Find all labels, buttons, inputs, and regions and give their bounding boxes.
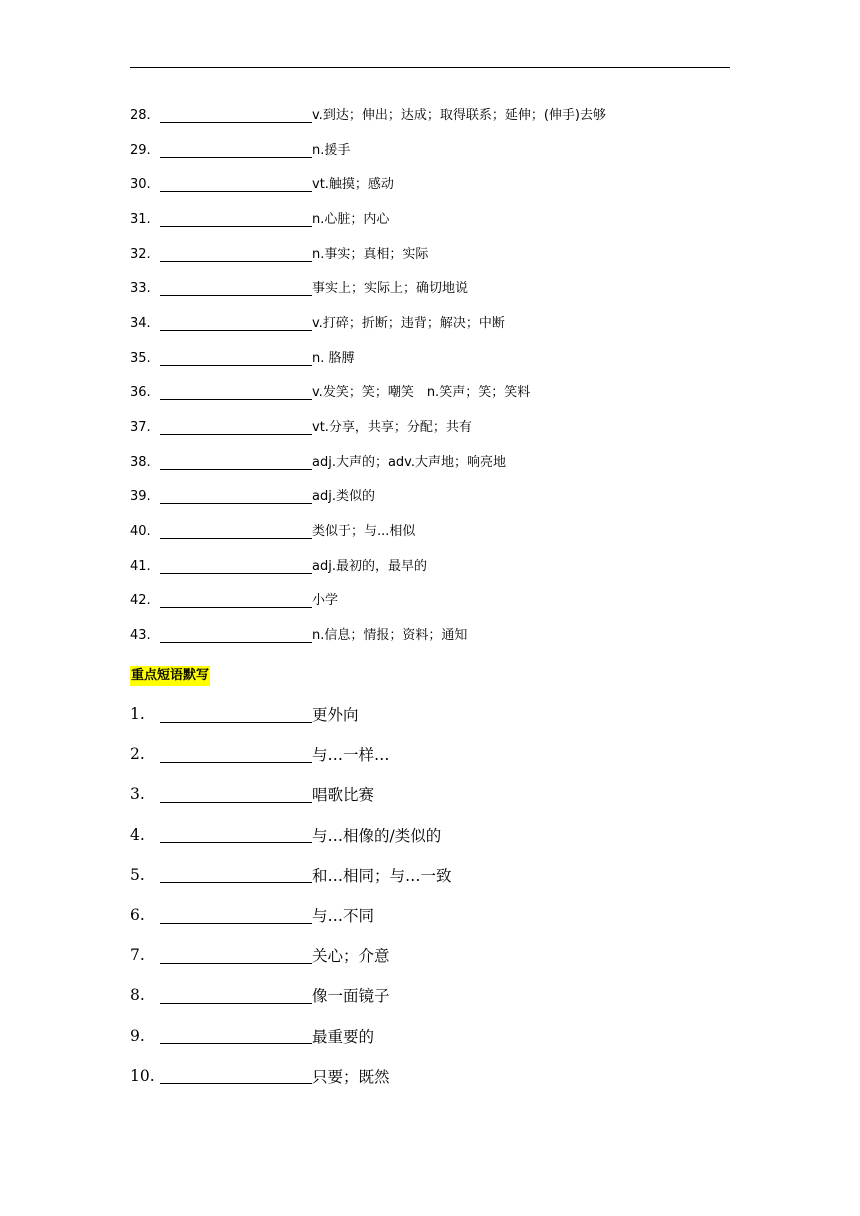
item-definition: adj.大声的；adv.大声地；响亮地 (312, 454, 506, 470)
list-item (130, 237, 606, 272)
list-item (130, 734, 452, 774)
list-item (130, 774, 452, 814)
item-definition: v.发笑；笑；嘲笑 n.笑声；笑；笑料 (312, 385, 531, 401)
phrase-list (130, 694, 452, 1096)
item-number: 8. (130, 986, 145, 1005)
item-number: 5. (130, 865, 145, 884)
answer-blank[interactable] (160, 1027, 312, 1044)
list-item (130, 855, 452, 895)
item-number: 4. (130, 825, 145, 844)
list-item (130, 815, 452, 855)
list-item (130, 1016, 452, 1056)
item-number: 32. (130, 246, 151, 262)
list-item (130, 306, 606, 341)
item-definition: v.到达；伸出；达成；取得联系；延伸；(伸手)去够 (312, 107, 606, 123)
vocab-list (130, 98, 606, 653)
item-definition: n.心脏；内心 (312, 211, 390, 227)
answer-blank[interactable] (160, 786, 312, 803)
answer-blank[interactable] (160, 247, 312, 262)
list-item (130, 514, 606, 549)
list-item (130, 167, 606, 202)
answer-blank[interactable] (160, 866, 312, 883)
answer-blank[interactable] (160, 1067, 312, 1084)
item-number: 33. (130, 281, 151, 297)
item-definition: n.事实；真相；实际 (312, 246, 429, 262)
answer-blank[interactable] (160, 489, 312, 504)
item-number: 29. (130, 142, 151, 158)
answer-blank[interactable] (160, 108, 312, 123)
item-definition: 像一面镜子 (312, 987, 390, 1006)
item-number: 34. (130, 315, 151, 331)
answer-blank[interactable] (160, 281, 312, 296)
item-definition: adj.类似的 (312, 489, 375, 505)
item-number: 7. (130, 946, 145, 965)
list-item (130, 895, 452, 935)
list-item (130, 133, 606, 168)
answer-blank[interactable] (160, 420, 312, 435)
item-number: 36. (130, 385, 151, 401)
list-item (130, 480, 606, 515)
item-definition: 小学 (312, 593, 339, 609)
answer-blank[interactable] (160, 706, 312, 723)
item-number: 40. (130, 524, 151, 540)
item-definition: 事实上；实际上；确切地说 (312, 281, 469, 297)
list-item (130, 935, 452, 975)
answer-blank[interactable] (160, 143, 312, 158)
item-number: 28. (130, 107, 151, 123)
list-item (130, 341, 606, 376)
item-definition: 类似于；与...相似 (312, 524, 416, 540)
answer-blank[interactable] (160, 177, 312, 192)
item-number: 38. (130, 454, 151, 470)
item-number: 31. (130, 211, 151, 227)
item-definition: 唱歌比赛 (312, 786, 375, 805)
item-definition: n. 胳膊 (312, 350, 355, 366)
answer-blank[interactable] (160, 987, 312, 1004)
item-number: 1. (130, 705, 145, 724)
item-number: 43. (130, 628, 151, 644)
item-definition: 与…相像的/类似的 (312, 826, 442, 845)
item-definition: 最重要的 (312, 1027, 375, 1046)
item-number: 42. (130, 593, 151, 609)
answer-blank[interactable] (160, 559, 312, 574)
list-item (130, 98, 606, 133)
item-number: 39. (130, 489, 151, 505)
answer-blank[interactable] (160, 628, 312, 643)
item-number: 3. (130, 785, 145, 804)
list-item (130, 202, 606, 237)
answer-blank[interactable] (160, 947, 312, 964)
answer-blank[interactable] (160, 316, 312, 331)
item-definition: 和…相同；与…一致 (312, 866, 452, 885)
item-number: 41. (130, 558, 151, 574)
item-number: 10. (130, 1066, 155, 1085)
answer-blank[interactable] (160, 212, 312, 227)
item-definition: adj.最初的，最早的 (312, 558, 427, 574)
item-definition: 与…不同 (312, 907, 375, 926)
section-heading: 重点短语默写 (130, 666, 210, 686)
list-item (130, 694, 452, 734)
item-definition: vt.分享，共享；分配；共有 (312, 420, 472, 436)
item-number: 37. (130, 420, 151, 436)
answer-blank[interactable] (160, 351, 312, 366)
answer-blank[interactable] (160, 907, 312, 924)
list-item (130, 376, 606, 411)
item-definition: 只要；既然 (312, 1067, 390, 1086)
item-number: 35. (130, 350, 151, 366)
item-number: 2. (130, 745, 145, 764)
list-item (130, 618, 606, 653)
list-item (130, 1056, 452, 1096)
list-item (130, 584, 606, 619)
answer-blank[interactable] (160, 385, 312, 400)
list-item (130, 549, 606, 584)
answer-blank[interactable] (160, 593, 312, 608)
item-definition: 与…一样… (312, 746, 390, 765)
answer-blank[interactable] (160, 746, 312, 763)
list-item (130, 271, 606, 306)
answer-blank[interactable] (160, 524, 312, 539)
answer-blank[interactable] (160, 455, 312, 470)
list-item (130, 445, 606, 480)
item-number: 6. (130, 906, 145, 925)
item-number: 30. (130, 177, 151, 193)
item-definition: n.援手 (312, 142, 351, 158)
answer-blank[interactable] (160, 826, 312, 843)
list-item (130, 410, 606, 445)
item-definition: v.打碎；折断；违背；解决；中断 (312, 315, 505, 331)
item-definition: 更外向 (312, 706, 359, 725)
header-rule (130, 67, 730, 68)
item-definition: vt.触摸；感动 (312, 177, 394, 193)
item-definition: n.信息；情报；资料；通知 (312, 628, 468, 644)
item-definition: 关心；介意 (312, 947, 390, 966)
list-item (130, 975, 452, 1015)
item-number: 9. (130, 1026, 145, 1045)
